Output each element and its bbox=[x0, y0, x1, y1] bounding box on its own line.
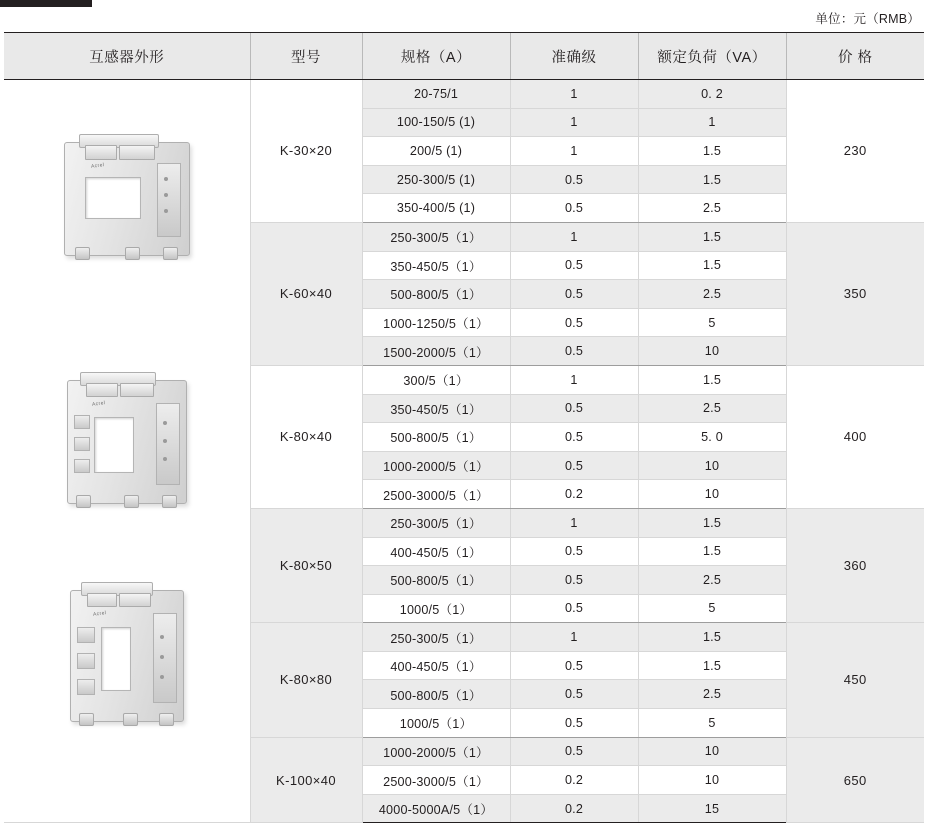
spec-cell: 2500-3000/5（1） bbox=[362, 766, 510, 795]
accuracy-cell: 0.5 bbox=[510, 566, 638, 595]
load-cell: 1.5 bbox=[638, 365, 786, 394]
spec-cell: 1500-2000/5（1） bbox=[362, 337, 510, 366]
spec-cell: 400-450/5（1） bbox=[362, 651, 510, 680]
spec-cell: 1000-2000/5（1） bbox=[362, 451, 510, 480]
model-cell: K-80×80 bbox=[250, 623, 362, 737]
transformer-image-cell bbox=[4, 80, 250, 823]
spec-cell: 500-800/5（1） bbox=[362, 566, 510, 595]
accuracy-cell: 1 bbox=[510, 137, 638, 166]
load-cell: 5 bbox=[638, 594, 786, 623]
column-header-spec: 规格（A） bbox=[362, 33, 510, 80]
table-body bbox=[4, 80, 924, 823]
load-cell: 2.5 bbox=[638, 194, 786, 223]
column-header-shape: 互感器外形 bbox=[4, 33, 250, 80]
ct-80x80-drawing: Acrel bbox=[70, 590, 184, 722]
load-cell: 10 bbox=[638, 337, 786, 366]
model-cell: K-100×40 bbox=[250, 737, 362, 823]
load-cell: 1.5 bbox=[638, 165, 786, 194]
column-header-load: 额定负荷（VA） bbox=[638, 33, 786, 80]
spec-cell: 500-800/5（1） bbox=[362, 280, 510, 309]
accuracy-cell: 1 bbox=[510, 222, 638, 251]
price-table bbox=[4, 32, 924, 823]
model-cell: K-80×40 bbox=[250, 365, 362, 508]
accuracy-cell: 0.5 bbox=[510, 165, 638, 194]
spec-cell: 250-300/5（1） bbox=[362, 222, 510, 251]
spec-cell: 500-800/5（1） bbox=[362, 423, 510, 452]
load-cell: 5 bbox=[638, 709, 786, 738]
load-cell: 10 bbox=[638, 451, 786, 480]
table-row bbox=[4, 80, 924, 109]
spec-cell: 1000/5（1） bbox=[362, 594, 510, 623]
accuracy-cell: 0.5 bbox=[510, 537, 638, 566]
model-cell: K-30×20 bbox=[250, 80, 362, 223]
spec-cell: 350-450/5（1） bbox=[362, 251, 510, 280]
spec-cell: 500-800/5（1） bbox=[362, 680, 510, 709]
accuracy-cell: 0.5 bbox=[510, 423, 638, 452]
spec-cell: 400-450/5（1） bbox=[362, 537, 510, 566]
spec-cell: 20-75/1 bbox=[362, 80, 510, 109]
accuracy-cell: 1 bbox=[510, 80, 638, 109]
load-cell: 2.5 bbox=[638, 394, 786, 423]
accuracy-cell: 0.2 bbox=[510, 794, 638, 823]
price-table-container bbox=[4, 32, 924, 823]
spec-cell: 350-450/5（1） bbox=[362, 394, 510, 423]
spec-cell: 1000-1250/5（1） bbox=[362, 308, 510, 337]
accuracy-cell: 0.5 bbox=[510, 594, 638, 623]
accuracy-cell: 0.5 bbox=[510, 680, 638, 709]
table-head bbox=[4, 33, 924, 80]
accuracy-cell: 0.5 bbox=[510, 651, 638, 680]
price-cell: 400 bbox=[786, 365, 924, 508]
load-cell: 15 bbox=[638, 794, 786, 823]
accuracy-cell: 0.5 bbox=[510, 337, 638, 366]
spec-cell: 1000-2000/5（1） bbox=[362, 737, 510, 766]
column-header-price: 价 格 bbox=[786, 33, 924, 80]
price-cell: 450 bbox=[786, 623, 924, 737]
spec-cell: 100-150/5 (1) bbox=[362, 108, 510, 137]
accuracy-cell: 0.2 bbox=[510, 766, 638, 795]
load-cell: 5 bbox=[638, 308, 786, 337]
accuracy-cell: 0.5 bbox=[510, 451, 638, 480]
load-cell: 10 bbox=[638, 480, 786, 509]
spec-cell: 250-300/5 (1) bbox=[362, 165, 510, 194]
ct-30x20-drawing: Acrel bbox=[64, 142, 190, 256]
unit-note: 单位：元（RMB） bbox=[815, 12, 920, 26]
accuracy-cell: 0.5 bbox=[510, 709, 638, 738]
model-cell: K-60×40 bbox=[250, 222, 362, 365]
transformer-image-stack bbox=[4, 80, 250, 752]
accuracy-cell: 0.5 bbox=[510, 308, 638, 337]
page-top-rule bbox=[0, 0, 92, 7]
ct-80x40-drawing: Acrel bbox=[67, 380, 187, 504]
spec-cell: 300/5（1） bbox=[362, 365, 510, 394]
load-cell: 2.5 bbox=[638, 566, 786, 595]
load-cell: 0. 2 bbox=[638, 80, 786, 109]
spec-cell: 2500-3000/5（1） bbox=[362, 480, 510, 509]
load-cell: 10 bbox=[638, 766, 786, 795]
load-cell: 2.5 bbox=[638, 680, 786, 709]
load-cell: 1.5 bbox=[638, 222, 786, 251]
price-cell: 650 bbox=[786, 737, 924, 823]
load-cell: 1.5 bbox=[638, 651, 786, 680]
accuracy-cell: 1 bbox=[510, 623, 638, 652]
load-cell: 1.5 bbox=[638, 508, 786, 537]
accuracy-cell: 0.5 bbox=[510, 394, 638, 423]
load-cell: 1 bbox=[638, 108, 786, 137]
spec-cell: 350-400/5 (1) bbox=[362, 194, 510, 223]
accuracy-cell: 0.5 bbox=[510, 194, 638, 223]
spec-cell: 1000/5（1） bbox=[362, 709, 510, 738]
accuracy-cell: 1 bbox=[510, 508, 638, 537]
load-cell: 1.5 bbox=[638, 137, 786, 166]
spec-cell: 250-300/5（1） bbox=[362, 508, 510, 537]
load-cell: 1.5 bbox=[638, 251, 786, 280]
load-cell: 5. 0 bbox=[638, 423, 786, 452]
load-cell: 1.5 bbox=[638, 537, 786, 566]
spec-cell: 250-300/5（1） bbox=[362, 623, 510, 652]
column-header-accuracy: 准确级 bbox=[510, 33, 638, 80]
spec-cell: 200/5 (1) bbox=[362, 137, 510, 166]
spec-cell: 4000-5000A/5（1） bbox=[362, 794, 510, 823]
accuracy-cell: 0.2 bbox=[510, 480, 638, 509]
accuracy-cell: 1 bbox=[510, 365, 638, 394]
accuracy-cell: 0.5 bbox=[510, 251, 638, 280]
price-cell: 360 bbox=[786, 508, 924, 622]
accuracy-cell: 0.5 bbox=[510, 737, 638, 766]
load-cell: 10 bbox=[638, 737, 786, 766]
load-cell: 1.5 bbox=[638, 623, 786, 652]
table-header-row bbox=[4, 33, 924, 80]
load-cell: 2.5 bbox=[638, 280, 786, 309]
column-header-model: 型号 bbox=[250, 33, 362, 80]
model-cell: K-80×50 bbox=[250, 508, 362, 622]
accuracy-cell: 0.5 bbox=[510, 280, 638, 309]
price-cell: 350 bbox=[786, 222, 924, 365]
price-cell: 230 bbox=[786, 80, 924, 223]
accuracy-cell: 1 bbox=[510, 108, 638, 137]
